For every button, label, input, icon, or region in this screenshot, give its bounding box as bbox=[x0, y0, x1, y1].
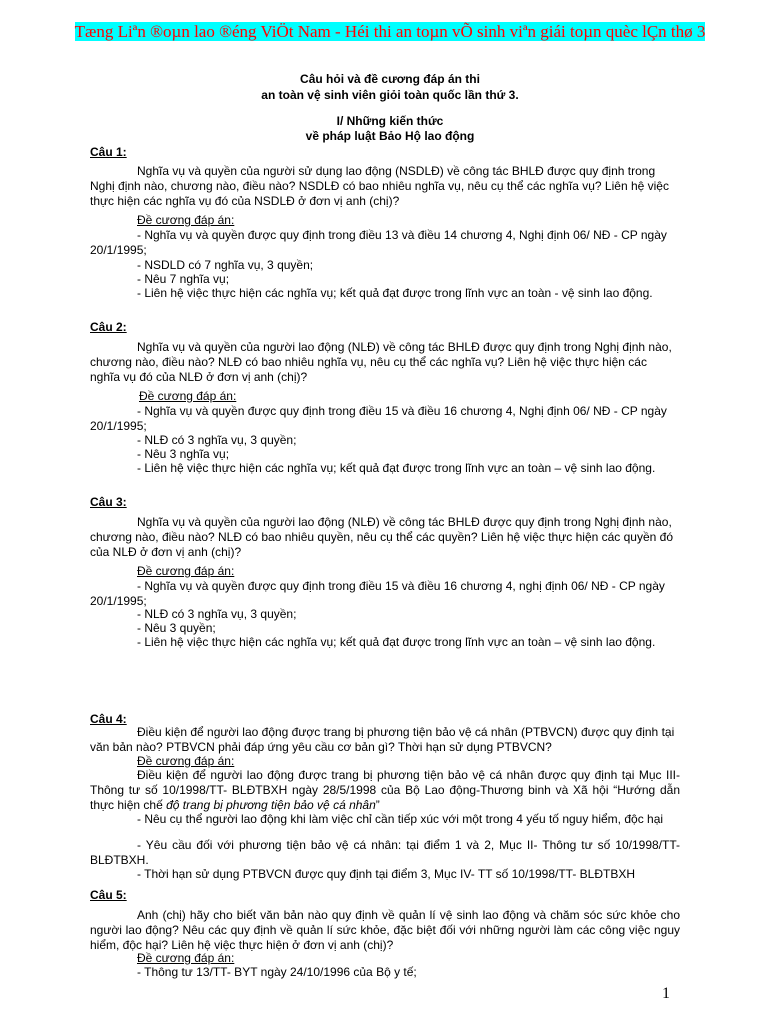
question-3-answer-label: Đề cương đáp án: bbox=[137, 564, 235, 578]
question-2-answer-3: - Nêu 3 nghĩa vụ; bbox=[137, 447, 230, 461]
question-2-answer-1-text: - Nghĩa vụ và quyền được quy định trong điều 15 và điều 16 chương 4, Nghị định 06/ NĐ - CP ngày 20/1/1995; bbox=[90, 404, 667, 433]
question-4-answer-3-text: - Yêu cầu đối với phương tiện bảo vệ cá nhân: tại điểm 1 và 2, Mục II- Thông tư số 10/1998/TT- BLĐTBXH. bbox=[90, 838, 680, 867]
question-3-answer-3: - Nêu 3 quyền; bbox=[137, 621, 216, 635]
section-title-line-1: I/ Những kiến thức bbox=[336, 114, 444, 128]
doc-title-line-2: an toàn vệ sinh viên giỏi toàn quốc lần thứ 3. bbox=[261, 88, 519, 102]
page-number: 1 bbox=[662, 985, 670, 1002]
question-4-answer-2 bbox=[90, 812, 680, 827]
question-3-answer-4 bbox=[90, 635, 680, 650]
question-4-answer-1-italic: độ trang bị phương tiện bảo vệ cá nhân bbox=[166, 798, 376, 812]
header-banner-text: Tæng Liªn ®oµn lao ®éng ViÖt Nam - Héi thi an toµn vÕ sinh viªn giái toµn quèc lÇn thø 3 bbox=[74, 22, 706, 41]
question-1-answer-3: - Nêu 7 nghĩa vụ; bbox=[137, 272, 230, 286]
question-4-answer-label: Đề cương đáp án: bbox=[137, 754, 235, 768]
question-2-answer-2: - NLĐ có 3 nghĩa vụ, 3 quyền; bbox=[137, 433, 297, 447]
question-4-answer-1 bbox=[90, 768, 680, 813]
question-4-answer-1-end: ” bbox=[375, 798, 380, 812]
question-4-answer-4: - Thời hạn sử dụng PTBVCN được quy định tại điểm 3, Mục IV- TT số 10/1998/TT- BLĐTBXH bbox=[137, 867, 636, 881]
question-3-answer-1-text: - Nghĩa vụ và quyền được quy định trong điều 15 và điều 16 chương 4, nghị định 06/ NĐ - CP ngày 20/1/1995; bbox=[90, 579, 665, 608]
question-5-answer-1: - Thông tư 13/TT- BYT ngày 24/10/1996 của Bộ y tế; bbox=[137, 965, 417, 979]
question-3-body: Nghĩa vụ và quyền của người lao động (NLĐ) về công tác BHLĐ được quy định trong Nghị định nào, chương nào, điều nào? NLĐ có bao nhiêu quyền, nêu cụ thể các quyền? Liên hệ việc thực hiện các quyền đó của NLĐ ở đơn vị anh (chị)? bbox=[90, 515, 674, 559]
question-3-answer-2: - NLĐ có 3 nghĩa vụ, 3 quyền; bbox=[137, 607, 297, 621]
question-3-answer-4-text: - Liên hệ việc thực hiện các nghĩa vụ; kết quả đạt được trong lĩnh vực an toàn – vệ sinh lao động. bbox=[137, 635, 656, 649]
question-3-text bbox=[90, 515, 680, 560]
question-2-answer-1 bbox=[90, 404, 680, 434]
question-1-answer-4 bbox=[90, 286, 680, 301]
question-4-label: Câu 4: bbox=[90, 712, 127, 726]
question-1-label: Câu 1: bbox=[90, 145, 127, 159]
question-3-label: Câu 3: bbox=[90, 495, 127, 509]
question-2-label: Câu 2: bbox=[90, 320, 127, 334]
question-2-answer-4 bbox=[90, 461, 680, 476]
question-1-answer-label: Đề cương đáp án: bbox=[137, 213, 235, 227]
question-1-answer-2: - NSDLD có 7 nghĩa vụ, 3 quyền; bbox=[137, 258, 314, 272]
question-1-answer-4-text: - Liên hệ việc thực hiện các nghĩa vụ; kết quả đạt được trong lĩnh vực an toàn - vệ sinh lao động. bbox=[137, 286, 653, 300]
question-2-answer-label: Đề cương đáp án: bbox=[139, 389, 237, 403]
question-4-text bbox=[90, 725, 680, 755]
question-1-answer-1-text: - Nghĩa vụ và quyền được quy định trong điều 13 và điều 14 chương 4, Nghị định 06/ NĐ - CP ngày 20/1/1995; bbox=[90, 228, 667, 257]
question-5-label: Câu 5: bbox=[90, 888, 127, 902]
question-1-answer-1 bbox=[90, 228, 680, 258]
question-2-answer-4-text: - Liên hệ việc thực hiện các nghĩa vụ; kết quả đạt được trong lĩnh vực an toàn – vệ sinh lao động. bbox=[137, 461, 656, 475]
question-1-text bbox=[90, 164, 680, 209]
question-1-body: Nghĩa vụ và quyền của người sử dụng lao động (NSDLĐ) về công tác BHLĐ được quy định trong Nghị định nào, chương nào, điều nào? NSDLĐ có bao nhiêu nghĩa vụ, nêu cụ thể các nghĩa vụ? Liên hệ việc thực hiện các nghĩa vụ đó của NSDLĐ ở đơn vị anh (chị)? bbox=[90, 164, 669, 208]
question-2-body: Nghĩa vụ và quyền của người lao động (NLĐ) về công tác BHLĐ được quy định trong Nghị định nào, chương nào, điều nào? NLĐ có bao nhiêu nghĩa vụ, nêu cụ thể các nghĩa vụ? Liên hệ việc thực hiện các nghĩa vụ đó của NLĐ ở đơn vị anh (chị)? bbox=[90, 340, 672, 384]
doc-title-line-1: Câu hỏi và đề cương đáp án thi bbox=[300, 72, 480, 86]
question-5-answer-label: Đề cương đáp án: bbox=[137, 951, 235, 965]
question-4-answer-1-text: Điều kiện để người lao động được trang bị phương tiện bảo vệ cá nhân được quy định tại Mục III-Thông tư số 10/1998/TT- BLĐTBXH ngày 28/5/1998 của Bộ Lao động-Thương binh và Xã hội “Hướng dẫn thực hiện chế bbox=[90, 768, 680, 812]
section-title-line-2: về pháp luật Bảo Hộ lao động bbox=[305, 129, 475, 143]
question-3-answer-1 bbox=[90, 579, 680, 609]
question-5-text bbox=[90, 908, 680, 953]
question-4-answer-3 bbox=[90, 838, 680, 868]
question-5-body: Anh (chị) hãy cho biết văn bản nào quy định về quản lí vệ sinh lao động và chăm sóc sức khỏe cho người lao động? Nêu các quy định về quản lí sức khỏe, đặc biệt đối với những người làm các công việc nguy hiểm, độc hại? Liên hệ việc thực hiện ở đơn vị anh (chị)? bbox=[90, 908, 680, 952]
question-2-text bbox=[90, 340, 680, 385]
header-banner bbox=[70, 22, 710, 41]
question-4-answer-2-text: - Nêu cụ thể người lao động khi làm việc chỉ cần tiếp xúc với một trong 4 yếu tố nguy hiểm, độc hại bbox=[137, 812, 664, 826]
question-4-body: Điều kiện để người lao động được trang bị phương tiện bảo vệ cá nhân (PTBVCN) được quy định tại văn bản nào? PTBVCN phải đáp ứng yêu cầu cơ bản gì? Thời hạn sử dụng PTBVCN? bbox=[90, 725, 675, 754]
